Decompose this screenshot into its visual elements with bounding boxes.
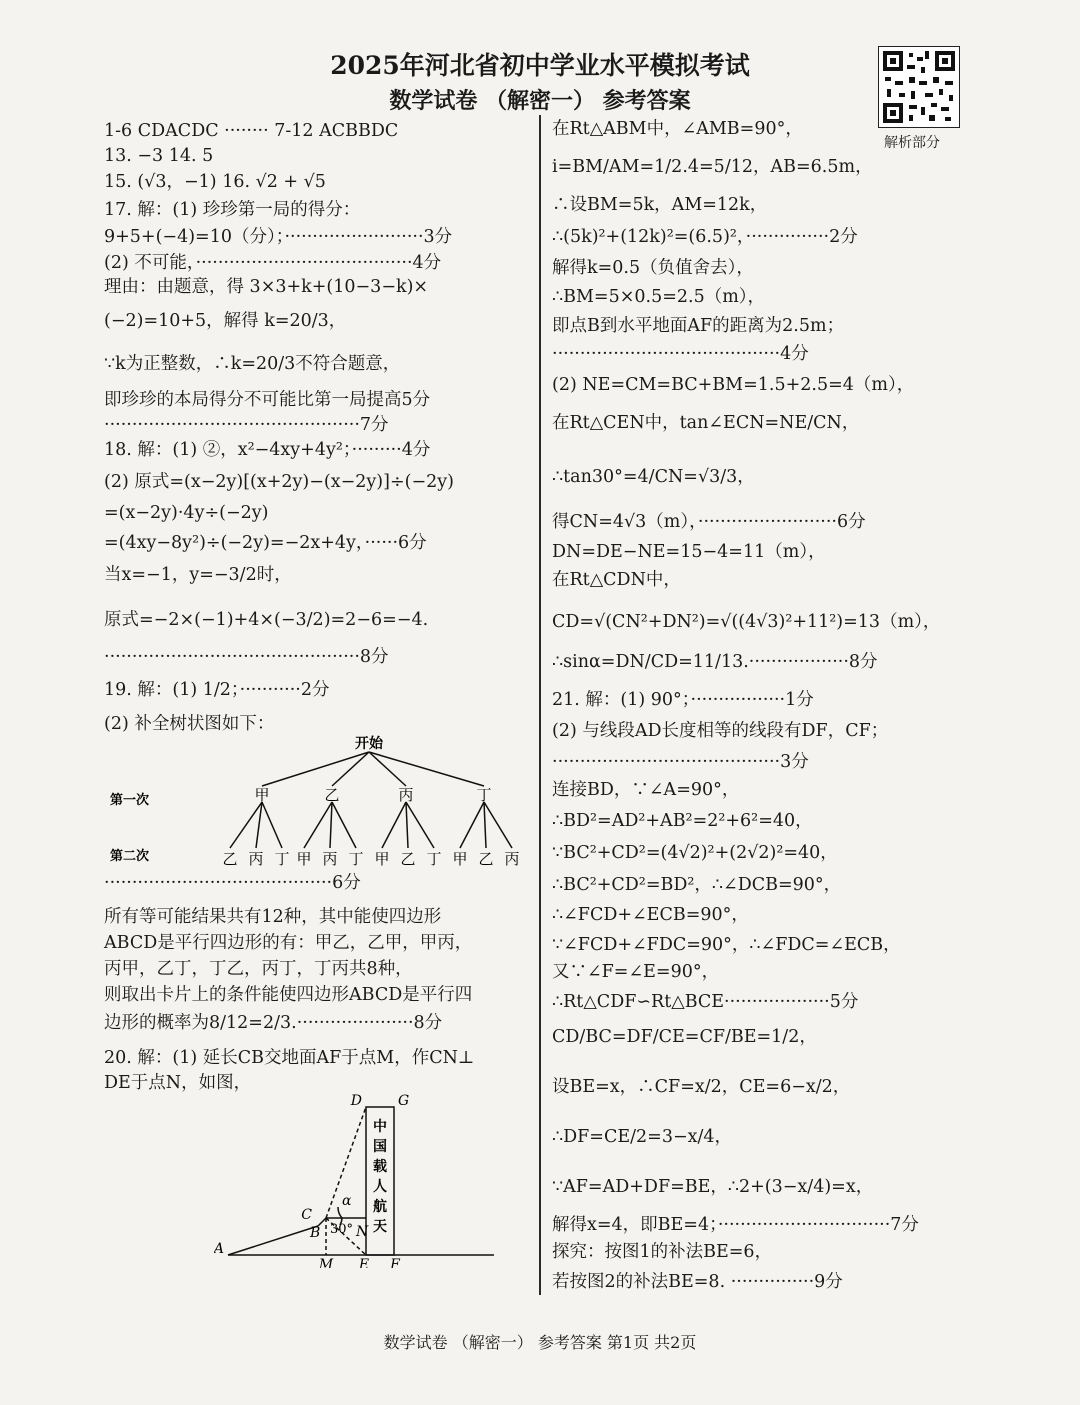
text-line: 若按图2的补法BE=8. ···············9分 xyxy=(552,1272,843,1292)
text-line: ··············································7分 xyxy=(104,415,389,435)
label-F: F xyxy=(390,1257,400,1268)
qr-code-icon xyxy=(879,47,959,127)
text-line: 解得x=4，即BE=4；·······························7分 xyxy=(552,1215,919,1235)
text-line: i=BM/AM=1/2.4=5/12，AB=6.5m， xyxy=(552,157,873,177)
label-B: B xyxy=(310,1225,321,1241)
text-line: 17. 解：(1) 珍珍第一局的得分： xyxy=(104,200,361,220)
label-A: A xyxy=(214,1241,224,1257)
tree-root: 开始 xyxy=(355,736,383,752)
text-line: 21. 解：(1) 90°；·················1分 xyxy=(552,690,814,710)
text-line: 18. 解：(1) ②，x²−4xy+4y²；·········4分 xyxy=(104,440,431,460)
tree-node: 丁 xyxy=(476,786,492,804)
text-line: 得CN=4√3（m），·························6分 xyxy=(552,512,866,532)
text-line: 13. −3 14. 5 xyxy=(104,146,214,166)
text-line: 1-6 CDACDC ········ 7-12 ACBBDC xyxy=(104,121,399,141)
tree-level1-label: 第一次 xyxy=(110,793,150,808)
tree-leaf: 丁 xyxy=(426,850,442,868)
text-line: ∴BM=5×0.5=2.5（m）， xyxy=(552,287,766,307)
text-line: 连接BD，∵∠A=90°， xyxy=(552,780,740,800)
text-line: ∵k为正整数，∴k=20/3不符合题意， xyxy=(104,354,401,374)
text-line: 则取出卡片上的条件能使四边形ABCD是平行四 xyxy=(104,985,473,1005)
text-line: 19. 解：(1) 1/2；···········2分 xyxy=(104,680,330,700)
label-C: C xyxy=(301,1207,312,1223)
text-line: ·········································6分 xyxy=(104,873,361,893)
tree-leaf: 丁 xyxy=(274,850,290,868)
column-divider xyxy=(539,115,541,1295)
text-line: ∵∠FCD+∠FDC=90°，∴∠FDC=∠ECB， xyxy=(552,935,901,955)
text-line: =(x−2y)·4y÷(−2y) xyxy=(104,503,269,523)
text-line: 解得k=0.5（负值舍去）， xyxy=(552,258,754,278)
text-line: ·········································4分 xyxy=(552,344,809,364)
tree-leaf: 甲 xyxy=(296,850,312,868)
text-line: ABCD是平行四边形的有：甲乙，乙甲，甲丙， xyxy=(104,933,473,953)
tree-level2-label: 第二次 xyxy=(110,849,150,864)
tree-node: 甲 xyxy=(254,786,270,804)
text-line: 所有等可能结果共有12种，其中能使四边形 xyxy=(104,907,442,927)
qr-caption: 解析部分 xyxy=(884,135,940,151)
text-line: 20. 解：(1) 延长CB交地面AF于点M，作CN⊥ xyxy=(104,1048,475,1068)
text-line: (2) 不可能，·······································4分 xyxy=(104,253,442,273)
label-angle: 30° xyxy=(330,1222,354,1237)
text-line: ∴设BM=5k，AM=12k， xyxy=(552,195,768,215)
text-line: CD/BC=DF/CE=CF/BE=1/2， xyxy=(552,1027,817,1047)
building-char: 中 xyxy=(373,1119,387,1135)
text-line: 在Rt△CDN中， xyxy=(552,570,681,590)
page-title: 2025年河北省初中学业水平模拟考试 xyxy=(330,51,750,80)
text-line: ··············································8分 xyxy=(104,647,389,667)
tree-leaf: 乙 xyxy=(478,850,494,868)
text-line: 当x=−1，y=−3/2时， xyxy=(104,565,292,585)
text-line: ∴tan30°=4/CN=√3/3， xyxy=(552,467,755,487)
tree-leaf: 丙 xyxy=(248,850,264,868)
label-D: D xyxy=(350,1093,362,1109)
tree-leaf: 丙 xyxy=(322,850,338,868)
tree-leaf: 甲 xyxy=(452,850,468,868)
text-line: 即点B到水平地面AF的距离为2.5m； xyxy=(552,316,845,336)
text-line: 丙甲，乙丁，丁乙，丙丁，丁丙共8种， xyxy=(104,959,413,979)
label-E: E xyxy=(358,1257,370,1268)
text-line: (2) NE=CM=BC+BM=1.5+2.5=4（m）， xyxy=(552,375,915,395)
building-char: 人 xyxy=(373,1179,387,1195)
text-line: ∴sinα=DN/CD=11/13.··················8分 xyxy=(552,652,878,672)
text-line: 边形的概率为8/12=2/3.·····················8分 xyxy=(104,1013,443,1033)
text-line: 15. (√3，−1) 16. √2 + √5 xyxy=(104,172,326,192)
label-N: N xyxy=(356,1224,369,1240)
text-line: 设BE=x，∴CF=x/2，CE=6−x/2， xyxy=(552,1077,851,1097)
text-line: ∴∠FCD+∠ECB=90°， xyxy=(552,905,749,925)
text-line: CD=√(CN²+DN²)=√((4√3)²+11²)=13（m）， xyxy=(552,612,941,632)
text-line: ·········································3分 xyxy=(552,752,809,772)
text-line: DN=DE−NE=15−4=11（m）， xyxy=(552,542,826,562)
text-line: 即珍珍的本局得分不可能比第一局提高5分 xyxy=(104,390,431,410)
text-line: 9+5+(−4)=10（分）；·························3分 xyxy=(104,227,453,247)
tree-diagram xyxy=(104,730,536,870)
label-M: M xyxy=(318,1257,334,1268)
tree-leaf: 甲 xyxy=(374,850,390,868)
label-G: G xyxy=(398,1093,410,1109)
building-char: 航 xyxy=(373,1199,387,1215)
text-line: 原式=−2×(−1)+4×(−3/2)=2−6=−4. xyxy=(104,610,429,630)
text-line: ∴BC²+CD²=BD²，∴∠DCB=90°， xyxy=(552,875,842,895)
geometry-figure xyxy=(214,1093,524,1268)
text-line: ∴Rt△CDF∽Rt△BCE···················5分 xyxy=(552,992,859,1012)
tree-leaf: 丁 xyxy=(348,850,364,868)
text-line: ∴DF=CE/2=3−x/4， xyxy=(552,1127,733,1147)
text-line: ∵AF=AD+DF=BE，∴2+(3−x/4)=x， xyxy=(552,1177,874,1197)
text-line: 探究：按图1的补法BE=6， xyxy=(552,1242,773,1262)
text-line: =(4xy−8y²)÷(−2y)=−2x+4y，······6分 xyxy=(104,533,427,553)
text-line: (−2)=10+5，解得 k=20/3， xyxy=(104,311,347,331)
tree-node: 丙 xyxy=(398,786,414,804)
page-footer: 数学试卷 （解密一） 参考答案 第1页 共2页 xyxy=(383,1333,697,1352)
building-char: 国 xyxy=(373,1139,387,1155)
text-line: ∴BD²=AD²+AB²=2²+6²=40， xyxy=(552,811,813,831)
tree-leaf: 乙 xyxy=(222,850,238,868)
building-char: 载 xyxy=(373,1159,387,1175)
text-line: ∵BC²+CD²=(4√2)²+(2√2)²=40， xyxy=(552,843,838,863)
text-line: ∴(5k)²+(12k)²=(6.5)²，···············2分 xyxy=(552,227,858,247)
text-line: 在Rt△ABM中，∠AMB=90°， xyxy=(552,119,803,139)
text-line: 理由：由题意，得 3×3+k+(10−3−k)× xyxy=(104,277,429,297)
text-line: 在Rt△CEN中，tan∠ECN=NE/CN， xyxy=(552,413,860,433)
tree-node: 乙 xyxy=(324,786,340,804)
text-line: DE于点N，如图， xyxy=(104,1073,252,1093)
text-line: (2) 原式=(x−2y)[(x+2y)−(x−2y)]÷(−2y) xyxy=(104,472,454,492)
tree-leaf: 丙 xyxy=(504,850,520,868)
text-line: (2) 补全树状图如下： xyxy=(104,714,275,734)
qr-code[interactable] xyxy=(878,46,960,128)
building-char: 天 xyxy=(373,1219,387,1235)
page-subtitle: 数学试卷 （解密一） 参考答案 xyxy=(389,88,691,114)
text-line: 又∵∠F=∠E=90°， xyxy=(552,962,720,982)
label-alpha: α xyxy=(342,1193,352,1209)
tree-leaf: 乙 xyxy=(400,850,416,868)
text-line: (2) 与线段AD长度相等的线段有DF，CF； xyxy=(552,721,889,741)
